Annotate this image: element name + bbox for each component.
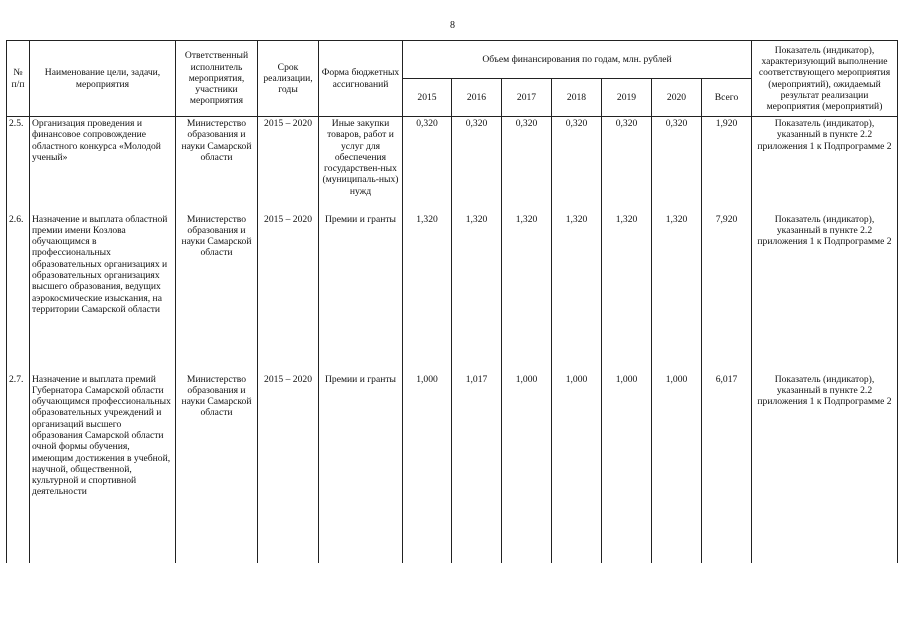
row-value: 1,320 — [552, 213, 602, 373]
header-total: Всего — [702, 79, 752, 117]
header-year: 2018 — [552, 79, 602, 117]
row-value: 0,320 — [502, 117, 552, 213]
header-form: Форма бюджетных ассигнований — [319, 41, 403, 117]
row-value: 0,320 — [602, 117, 652, 213]
row-period: 2015 – 2020 — [258, 117, 319, 213]
row-form: Иные закупки товаров, работ и услуг для обеспечения государствен-ных (муниципаль-ных) нужд — [319, 117, 403, 213]
header-name: Наименование цели, задачи, мероприятия — [30, 41, 176, 117]
table-row — [7, 117, 898, 213]
row-num: 2.6. — [7, 213, 30, 373]
header-num: № п/п — [7, 41, 30, 117]
header-indicator: Показатель (индикатор), характеризующий выполнение соответствующего мероприятия (мероприятий), ожидаемый результат реализации мероприятия (мероприятий) — [752, 41, 898, 117]
row-value: 1,320 — [602, 213, 652, 373]
row-value: 0,320 — [552, 117, 602, 213]
row-num: 2.7. — [7, 373, 30, 563]
row-value: 1,000 — [602, 373, 652, 563]
row-value: 1,000 — [552, 373, 602, 563]
header-year: 2016 — [452, 79, 502, 117]
header-year: 2020 — [652, 79, 702, 117]
row-form: Премии и гранты — [319, 373, 403, 563]
row-value: 1,320 — [452, 213, 502, 373]
row-executor: Министерство образования и науки Самарской области — [176, 213, 258, 373]
header-year: 2019 — [602, 79, 652, 117]
program-table — [6, 40, 898, 563]
header-executor: Ответственный исполнитель мероприятия, участники мероприятия — [176, 41, 258, 117]
row-executor: Министерство образования и науки Самарской области — [176, 373, 258, 563]
row-value: 1,000 — [403, 373, 452, 563]
row-value: 1,320 — [502, 213, 552, 373]
row-period: 2015 – 2020 — [258, 373, 319, 563]
row-num: 2.5. — [7, 117, 30, 213]
row-name: Назначение и выплата премий Губернатора Самарской области обучающимся профессиональных образовательных учреждений и организаций высшего образования Самарской области очной формы обучения, имеющим достижения в учебной, научной, общественной, культурной и спортивной деятельности — [30, 373, 176, 563]
header-funding-group: Объем финансирования по годам, млн. рублей — [403, 41, 752, 79]
page-number: 8 — [450, 20, 455, 31]
row-value: 1,000 — [502, 373, 552, 563]
row-total: 1,920 — [702, 117, 752, 213]
table-row — [7, 373, 898, 563]
row-indicator: Показатель (индикатор), указанный в пункте 2.2 приложения 1 к Подпрограмме 2 — [752, 213, 898, 373]
row-value: 1,320 — [403, 213, 452, 373]
row-total: 6,017 — [702, 373, 752, 563]
table-row — [7, 213, 898, 373]
row-name: Организация проведения и финансовое сопровождение областного конкурса «Молодой ученый» — [30, 117, 176, 213]
header-period: Срок реализации, годы — [258, 41, 319, 117]
row-name: Назначение и выплата областной премии имени Козлова обучающимся в профессиональных образовательных организациях и образовательных организациях высшего образования, ведущих аэрокосмические изыскания, на территории Самарской области — [30, 213, 176, 373]
row-value: 0,320 — [452, 117, 502, 213]
row-value: 0,320 — [652, 117, 702, 213]
header-row — [7, 41, 898, 79]
row-indicator: Показатель (индикатор), указанный в пункте 2.2 приложения 1 к Подпрограмме 2 — [752, 117, 898, 213]
row-value: 1,000 — [652, 373, 702, 563]
row-value: 1,320 — [652, 213, 702, 373]
header-year: 2015 — [403, 79, 452, 117]
row-form: Премии и гранты — [319, 213, 403, 373]
row-period: 2015 – 2020 — [258, 213, 319, 373]
row-executor: Министерство образования и науки Самарской области — [176, 117, 258, 213]
row-value: 0,320 — [403, 117, 452, 213]
row-total: 7,920 — [702, 213, 752, 373]
header-year: 2017 — [502, 79, 552, 117]
row-indicator: Показатель (индикатор), указанный в пункте 2.2 приложения 1 к Подпрограмме 2 — [752, 373, 898, 563]
row-value: 1,017 — [452, 373, 502, 563]
